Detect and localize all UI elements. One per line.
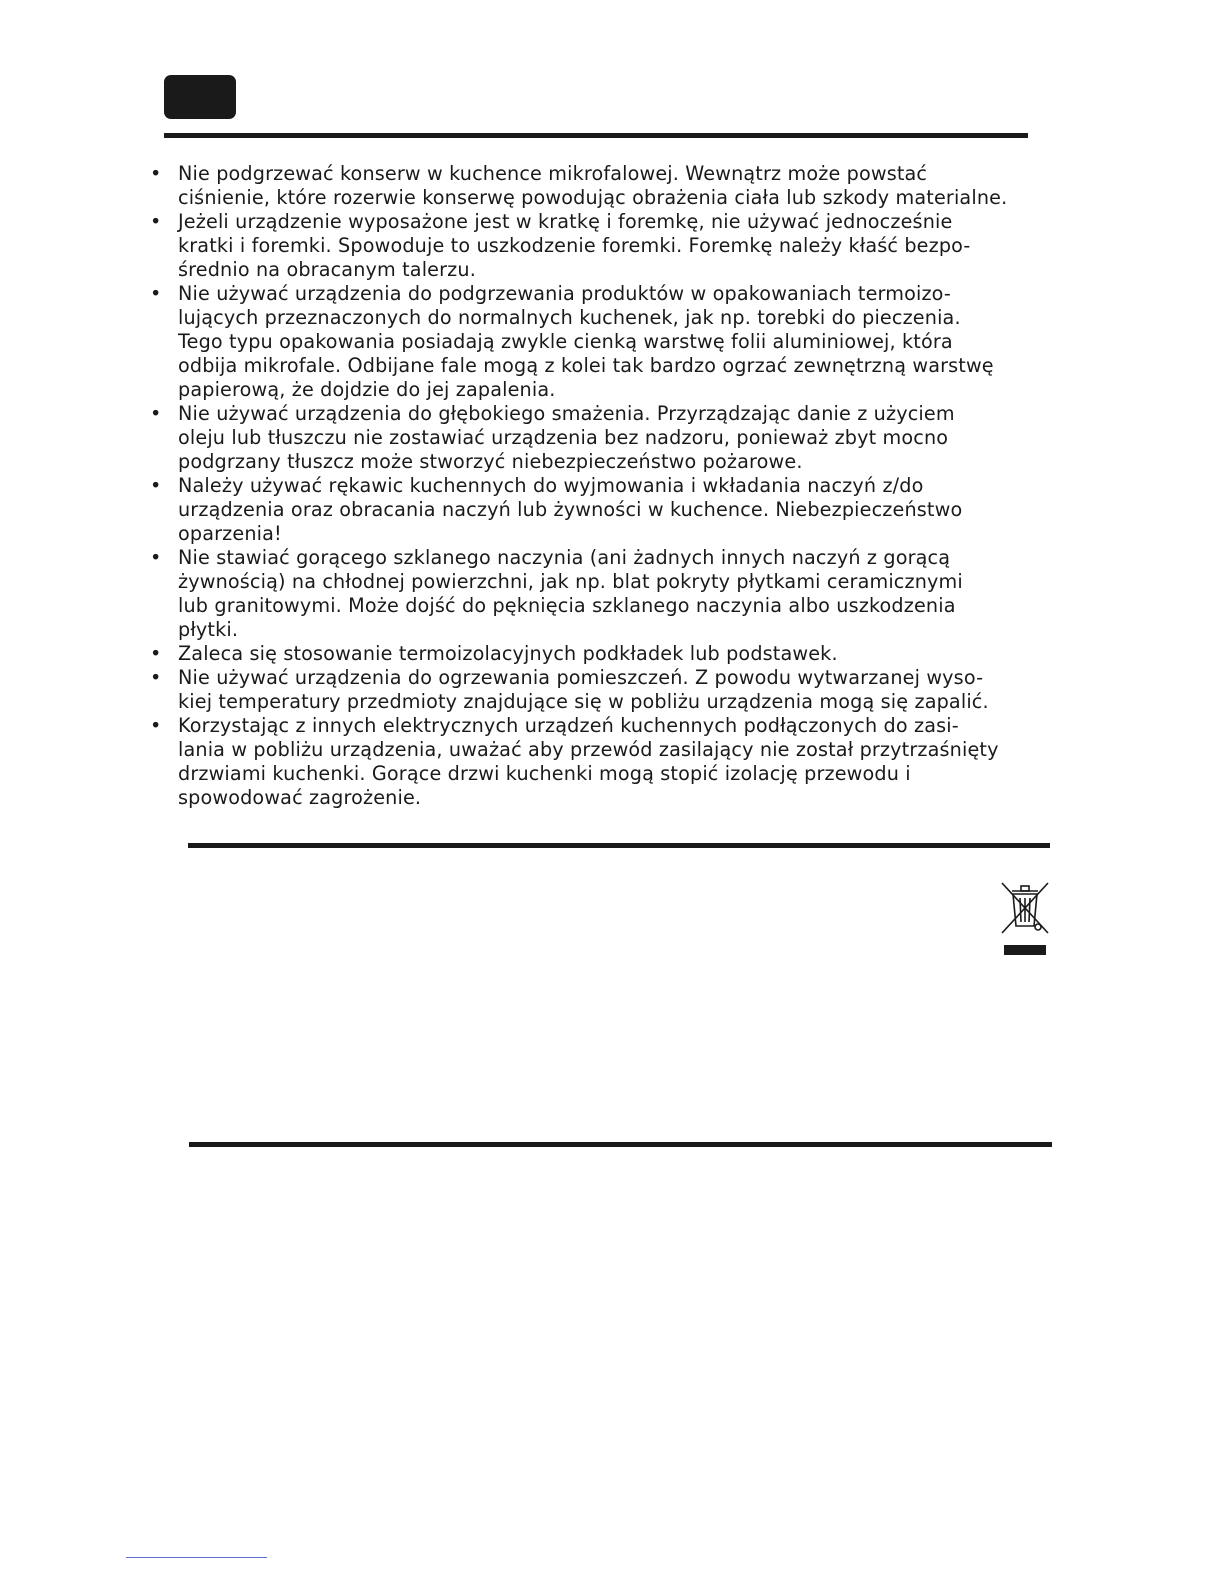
list-item-line: Nie używać urządzenia do podgrzewania produktów w opakowaniach termoizo- xyxy=(178,282,951,305)
bullet-glyph: • xyxy=(150,642,162,665)
bullet-glyph: • xyxy=(150,714,162,737)
list-item-line: urządzenia oraz obracania naczyń lub żywności w kuchence. Niebezpieczeństwo xyxy=(178,498,963,521)
list-item-line: średnio na obracanym talerzu. xyxy=(178,258,476,281)
list-item xyxy=(150,714,1070,810)
bullet-glyph: • xyxy=(150,282,162,305)
list-item-line: drzwiami kuchenki. Gorące drzwi kuchenki mogą stopić izolację przewodu i xyxy=(178,762,911,785)
section-divider xyxy=(189,1142,1052,1147)
list-item xyxy=(150,402,1070,474)
list-item-line: Jeżeli urządzenie wyposażone jest w kratkę i foremkę, nie używać jednocześnie xyxy=(178,210,953,233)
list-item xyxy=(150,642,1070,666)
list-item-line: Należy używać rękawic kuchennych do wyjmowania i wkładania naczyń z/do xyxy=(178,474,924,497)
list-item-line: spowodować zagrożenie. xyxy=(178,786,422,809)
list-item-line: ciśnienie, które rozerwie konserwę powodując obrażenia ciała lub szkody materialne. xyxy=(178,186,1008,209)
list-item-line: płytki. xyxy=(178,618,239,641)
crossed-out-wheelie-bin-icon xyxy=(998,880,1052,958)
list-item-line: podgrzany tłuszcz może stworzyć niebezpieczeństwo pożarowe. xyxy=(178,450,803,473)
bullet-glyph: • xyxy=(150,474,162,497)
list-item-line: Tego typu opakowania posiadają zwykle cienką warstwę folii aluminiowej, która xyxy=(178,330,953,353)
bullet-glyph: • xyxy=(150,666,162,689)
list-item xyxy=(150,210,1070,282)
header-rule xyxy=(164,133,1028,138)
list-item xyxy=(150,546,1070,642)
list-item-line: papierową, że dojdzie do jej zapalenia. xyxy=(178,378,556,401)
list-item-line: lania w pobliżu urządzenia, uważać aby przewód zasilający nie został przytrzaśnięty xyxy=(178,738,999,761)
bullet-glyph: • xyxy=(150,162,162,185)
list-item-line: lujących przeznaczonych do normalnych kuchenek, jak np. torebki do pieczenia. xyxy=(178,306,961,329)
footer-link-underline xyxy=(126,1557,267,1558)
list-item xyxy=(150,666,1070,714)
list-item-line: kratki i foremki. Spowoduje to uszkodzenie foremki. Foremkę należy kłaść bezpo- xyxy=(178,234,971,257)
list-item-line: Nie podgrzewać konserw w kuchence mikrofalowej. Wewnątrz może powstać xyxy=(178,162,928,185)
bullet-glyph: • xyxy=(150,402,162,425)
section-divider xyxy=(188,843,1050,848)
list-item-line: Nie używać urządzenia do ogrzewania pomieszczeń. Z powodu wytwarzanej wyso- xyxy=(178,666,984,689)
language-tab xyxy=(164,75,236,119)
list-item xyxy=(150,282,1070,402)
list-item-line: odbija mikrofale. Odbijane fale mogą z kolei tak bardzo ogrzać zewnętrzną warstwę xyxy=(178,354,994,377)
bullet-glyph: • xyxy=(150,210,162,233)
list-item-line: Korzystając z innych elektrycznych urządzeń kuchennych podłączonych do zasi- xyxy=(178,714,959,737)
list-item-line: lub granitowymi. Może dojść do pęknięcia szklanego naczynia albo uszkodzenia xyxy=(178,594,956,617)
list-item-line: żywnością) na chłodnej powierzchni, jak np. blat pokryty płytkami ceramicznymi xyxy=(178,570,963,593)
list-item-line: Zaleca się stosowanie termoizolacyjnych podkładek lub podstawek. xyxy=(178,642,838,665)
bullet-glyph: • xyxy=(150,546,162,569)
list-item xyxy=(150,162,1070,210)
safety-bullet-list xyxy=(150,162,1070,810)
list-item-line: oleju lub tłuszczu nie zostawiać urządzenia bez nadzoru, ponieważ zbyt mocno xyxy=(178,426,949,449)
list-item-line: Nie używać urządzenia do głębokiego smażenia. Przyrządzając danie z użyciem xyxy=(178,402,955,425)
list-item-line: oparzenia! xyxy=(178,522,282,545)
list-item xyxy=(150,474,1070,546)
list-item-line: Nie stawiać gorącego szklanego naczynia (ani żadnych innych naczyń z gorącą xyxy=(178,546,951,569)
list-item-line: kiej temperatury przedmioty znajdujące się w pobliżu urządzenia mogą się zapalić. xyxy=(178,690,989,713)
